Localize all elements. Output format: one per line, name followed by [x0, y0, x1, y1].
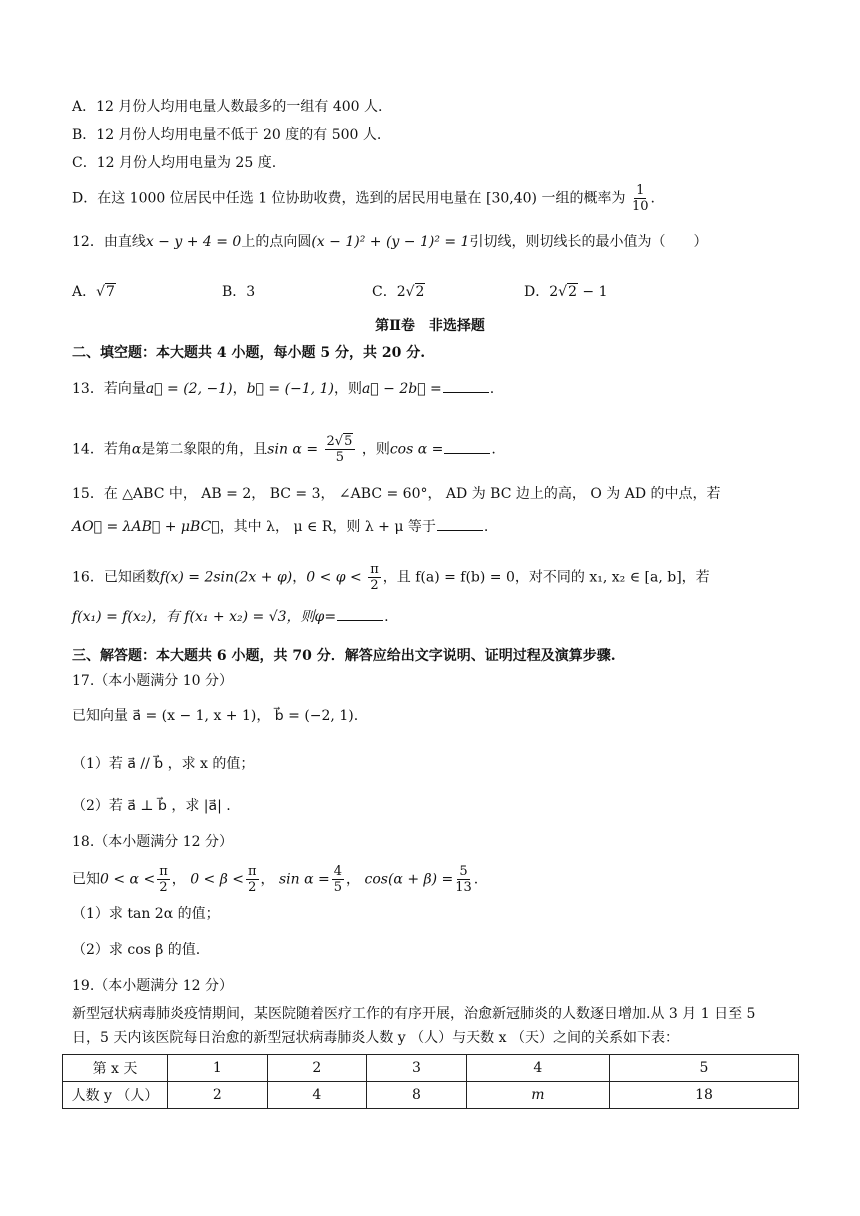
q12-option-c: C．2√2: [372, 284, 425, 300]
q17-part2: （2）若 a⃗ ⊥ b⃗ ，求 |a⃗| .: [72, 798, 231, 814]
q17-part1: （1）若 a⃗ // b⃗ ，求 x 的值；: [72, 756, 255, 772]
q12-option-a: A．√7: [72, 284, 115, 300]
q16-line1: 16．已知函数f(x) = 2sin(2x + φ)，0 < φ < $\frac{\pi}{2}$ ，且 f(a) = f(b) = 0，对不同的 x₁, x₂ ∈ [a, b]，若: [72, 562, 710, 593]
q11-d-fraction: $\frac{1}{10}$: [631, 183, 649, 214]
q16-answer-blank[interactable]: [337, 606, 383, 621]
q19-data-table: [62, 1054, 799, 1109]
q16-function: f(x) = 2sin(2x + φ): [159, 569, 293, 586]
q18-part1: （1）求 tan 2α 的值；: [72, 906, 220, 922]
q14-fraction: $\frac{2√5}{5}$: [325, 434, 356, 465]
q19-heading: 19.（本小题满分 12 分）: [72, 978, 233, 994]
q17-heading: 17.（本小题满分 10 分）: [72, 673, 233, 689]
q12-option-b: B．3: [222, 284, 256, 300]
table-header-day: 第 x 天: [63, 1055, 168, 1082]
q11-option-d: [72, 183, 800, 214]
table-cell: 3: [367, 1055, 467, 1082]
q15-line2: AO⃗ = λAB⃗ + μBC⃗，其中 λ， μ ∈ R，则 λ + μ 等于 .: [72, 516, 800, 537]
q18-heading: 18.（本小题满分 12 分）: [72, 834, 233, 850]
table-cell: 2: [267, 1055, 367, 1082]
q14-answer-blank[interactable]: [444, 439, 490, 454]
table-cell: m: [466, 1082, 609, 1109]
q11-d-text: D．在这 1000 位居民中任选 1 位协助收费，选到的居民用电量在: [72, 190, 482, 207]
q16-fraction: $\frac{\pi}{2}$: [370, 562, 379, 593]
q19-paragraph-2: 日，5 天内该医院每日治愈的新型冠状病毒肺炎人数 y （人）与天数 x （天）之间的关系如下表：: [72, 1030, 679, 1046]
q19-paragraph-1: 新型冠状病毒肺炎疫情期间，某医院随着医疗工作的有序开展，治愈新冠肺炎的人数逐日增加.从 3 月 1 日至 5: [72, 1006, 756, 1022]
q13-expression: a⃗ − 2b⃗ =: [361, 381, 442, 397]
table-cell: 8: [367, 1082, 467, 1109]
q12-option-d: D．2√2 − 1: [524, 284, 608, 300]
table-cell: 2: [168, 1082, 268, 1109]
table-cell: 4: [267, 1082, 367, 1109]
table-row: [63, 1055, 799, 1082]
q18-given: 已知0 < α < $\frac{\pi}{2}$ ， 0 < β < $\frac{\pi}{2}$ ， sin α = $\frac{4}{5}$ ， cos(α + β) = $\frac{5}{13}$ .: [72, 864, 479, 895]
q16-line2: f(x₁) = f(x₂)，有 f(x₁ + x₂) = √3，则φ= .: [72, 606, 800, 627]
q11-option-a: A．12 月份人均用电量人数最多的一组有 400 人.: [72, 99, 383, 115]
q13-answer-blank[interactable]: [443, 378, 489, 393]
q17-given: 已知向量 a⃗ = (x − 1, x + 1)， b⃗ = (−2, 1).: [72, 708, 359, 724]
q15-vector-equation: AO⃗ = λAB⃗ + μBC⃗: [72, 519, 220, 535]
table-row: [63, 1082, 799, 1109]
q11-d-end: .: [650, 190, 655, 207]
q13: 13．若向量a⃗ = (2, −1)，b⃗ = (−1, 1)，则a⃗ − 2b⃗ = .: [72, 378, 800, 399]
q11-option-c: C．12 月份人均用电量为 25 度.: [72, 155, 277, 171]
table-header-count: 人数 y （人）: [63, 1082, 168, 1109]
part2-title: 第Ⅱ卷 非选择题: [375, 318, 485, 334]
table-cell: 4: [466, 1055, 609, 1082]
table-cell: 18: [610, 1082, 799, 1109]
table-cell: 1: [168, 1055, 268, 1082]
q12-stem: 12．由直线x − y + 4 = 0上的点向圆(x − 1)² + (y − 1)² = 1引切线，则切线长的最小值为（ ）: [72, 234, 708, 250]
table-cell: 5: [610, 1055, 799, 1082]
q11-option-b: B．12 月份人均用电量不低于 20 度的有 500 人.: [72, 127, 382, 143]
q12-line-equation: x − y + 4 = 0: [145, 234, 242, 250]
q13-vector-a: a⃗ = (2, −1): [145, 381, 233, 397]
q11-d-mid: 一组的概率为: [541, 190, 626, 207]
q11-d-interval: [30,40): [486, 190, 538, 207]
q15-line1: 15．在 △ABC 中， AB = 2， BC = 3， ∠ABC = 60°， AD 为 BC 边上的高， O 为 AD 的中点，若: [72, 486, 721, 502]
section2-title: 二、填空题：本大题共 4 小题，每小题 5 分，共 20 分.: [72, 345, 426, 361]
q18-part2: （2）求 cos β 的值.: [72, 942, 201, 958]
q15-answer-blank[interactable]: [437, 516, 483, 531]
section3-title: 三、解答题：本大题共 6 小题，共 70 分．解答应给出文字说明、证明过程及演算步骤.: [72, 648, 616, 664]
q14: 14．若角α是第二象限的角，且sin α = $\frac{2√5}{5}$ ，则cos α = .: [72, 434, 496, 465]
q12-circle-equation: (x − 1)² + (y − 1)² = 1: [311, 234, 470, 250]
q13-vector-b: b⃗ = (−1, 1): [246, 381, 334, 397]
